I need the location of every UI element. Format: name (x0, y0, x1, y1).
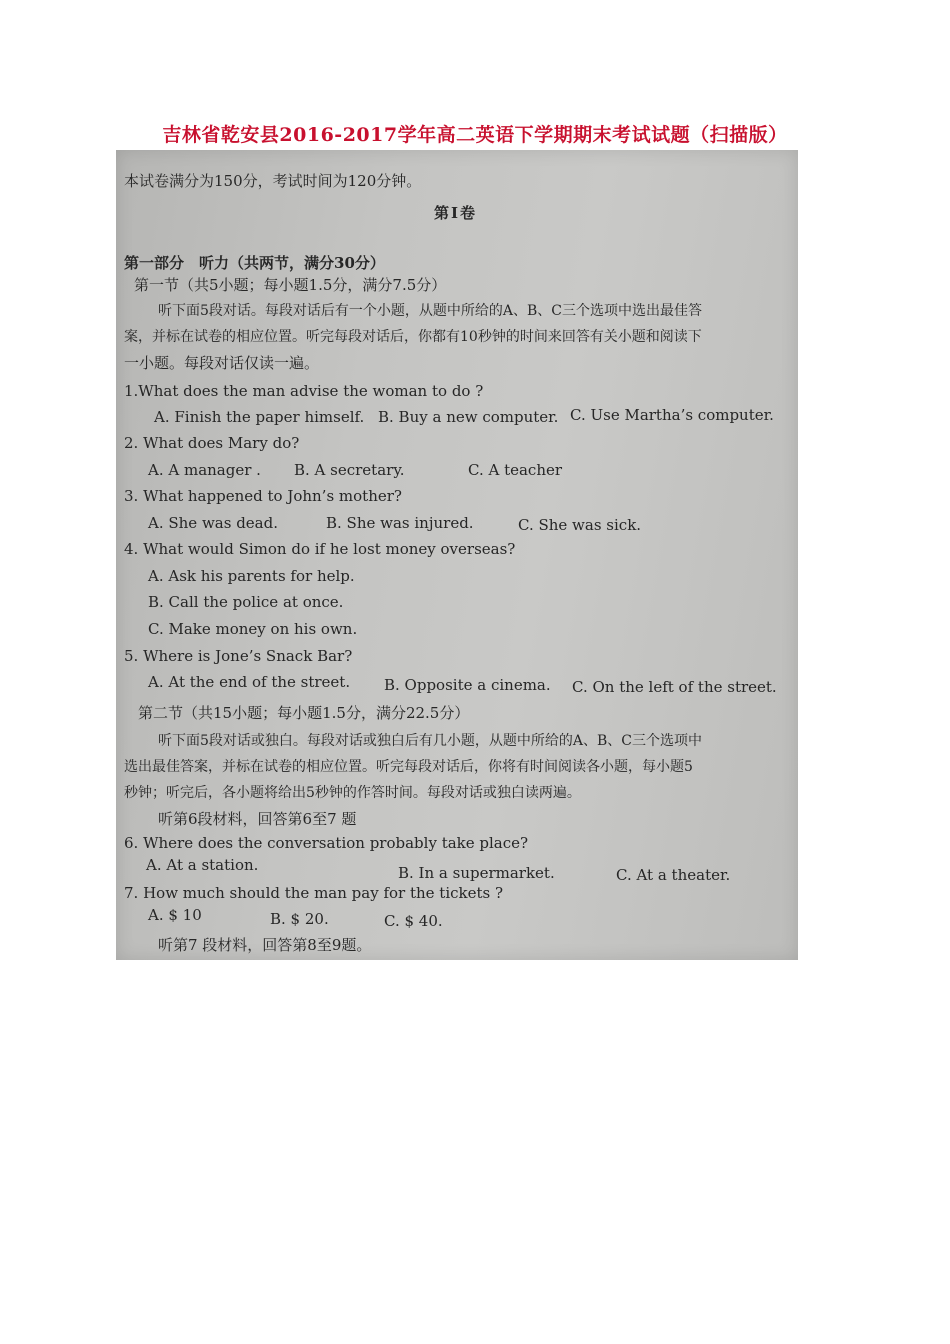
section1-instruction-line3: 一小题。每段对话仅读一遍。 (124, 354, 320, 372)
section2-instruction-line2: 选出最佳答案，并标在试卷的相应位置。听完每段对话后，你将有时间阅读各小题，每小题5 (124, 759, 693, 775)
question-6-option-c: C. At a theater. (616, 866, 731, 884)
question-3-stem: 3. What happened to John’s mother? (124, 487, 402, 505)
exam-intro: 本试卷满分为150分，考试时间为120分钟。 (124, 172, 422, 190)
part1-heading: 第一部分 听力（共两节，满分30分） (124, 254, 385, 272)
question-4-option-b: B. Call the police at once. (148, 593, 344, 611)
section1-instruction-line1: 听下面5段对话。每段对话后有一个小题，从题中所给的A、B、C三个选项中选出最佳答 (158, 303, 703, 319)
question-3-option-c: C. She was sick. (518, 516, 642, 534)
section2-instruction-line1: 听下面5段对话或独白。每段对话或独白后有几小题，从题中所给的A、B、C三个选项中 (158, 733, 703, 749)
section1-heading: 第一节（共5小题；每小题1.5分，满分7.5分） (134, 276, 447, 294)
question-5-option-b: B. Opposite a cinema. (384, 676, 551, 694)
material-7-instruction: 听第7 段材料，回答第8至9题。 (158, 936, 372, 954)
question-1-option-a: A. Finish the paper himself. (154, 408, 365, 426)
question-1-stem: 1.What does the man advise the woman to do ? (124, 382, 484, 400)
question-4-option-a: A. Ask his parents for help. (148, 567, 355, 585)
question-7-option-a: A. $ 10 (148, 906, 202, 924)
section2-heading: 第二节（共15小题；每小题1.5分，满分22.5分） (138, 704, 470, 722)
question-1-option-b: B. Buy a new computer. (378, 408, 559, 426)
document-title: 吉林省乾安县2016-2017学年高二英语下学期期末考试试题（扫描版） (162, 124, 788, 146)
scanned-exam-page (116, 150, 798, 960)
question-7-option-c: C. $ 40. (384, 912, 443, 930)
section1-instruction-line2: 案，并标在试卷的相应位置。听完每段对话后，你都有10秒钟的时间来回答有关小题和阅读下 (124, 329, 702, 345)
question-3-option-b: B. She was injured. (326, 514, 474, 532)
question-3-option-a: A. She was dead. (148, 514, 278, 532)
question-1-option-c: C. Use Martha’s computer. (570, 406, 774, 424)
section2-instruction-line3: 秒钟；听完后，各小题将给出5秒钟的作答时间。每段对话或独白读两遍。 (124, 785, 581, 801)
question-7-option-b: B. $ 20. (270, 910, 329, 928)
question-6-option-a: A. At a station. (146, 856, 259, 874)
material-6-instruction: 听第6段材料，回答第6至7 题 (158, 810, 357, 828)
question-7-stem: 7. How much should the man pay for the tickets ? (124, 884, 504, 902)
question-5-option-c: C. On the left of the street. (572, 678, 777, 696)
question-6-option-b: B. In a supermarket. (398, 864, 555, 882)
question-4-option-c: C. Make money on his own. (148, 620, 358, 638)
question-2-option-a: A. A manager . (148, 461, 261, 479)
volume-title: 第Ⅰ卷 (434, 204, 478, 222)
question-5-option-a: A. At the end of the street. (148, 673, 351, 691)
question-2-option-c: C. A teacher (468, 461, 563, 479)
question-4-stem: 4. What would Simon do if he lost money overseas? (124, 540, 516, 558)
question-5-stem: 5. Where is Jone’s Snack Bar? (124, 647, 353, 665)
question-6-stem: 6. Where does the conversation probably take place? (124, 834, 529, 852)
question-2-option-b: B. A secretary. (294, 461, 405, 479)
question-2-stem: 2. What does Mary do? (124, 434, 300, 452)
